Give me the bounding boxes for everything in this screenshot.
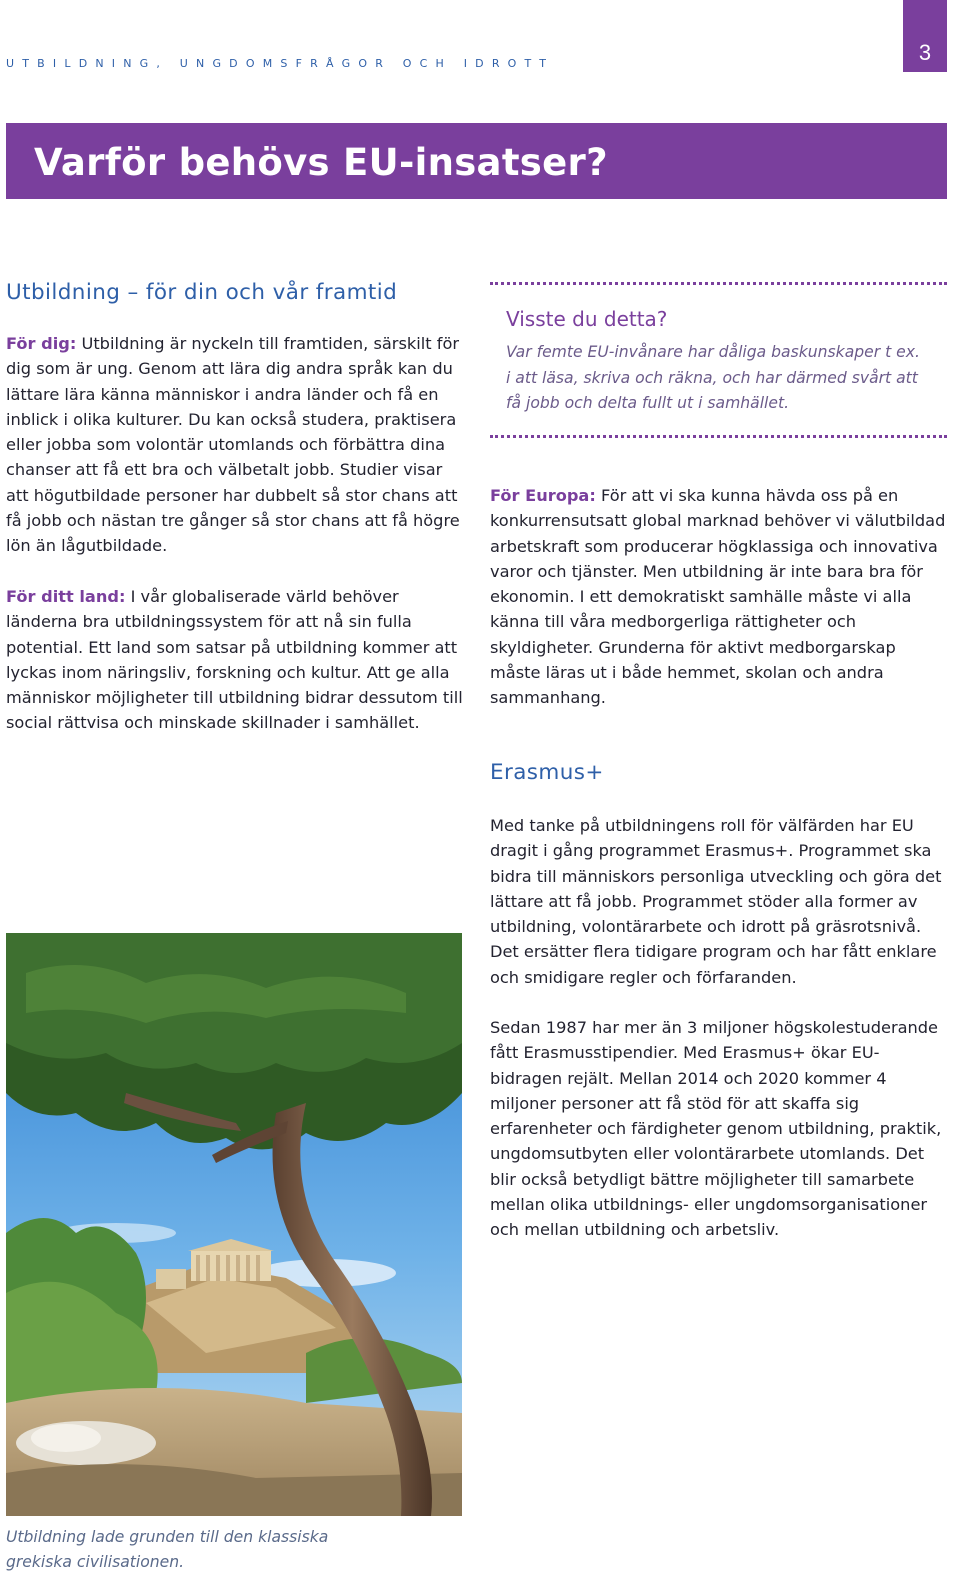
title-banner — [6, 123, 947, 199]
paragraph-for-you — [6, 331, 468, 559]
text-for-you: Utbildning är nyckeln till framtiden, särskilt för dig som är ung. Genom att lära dig andra språk kan du lättare lära känna människor i andra länder och få en inblick i olika kulturer. Du kan också studera, praktisera eller jobba som volontär utomlands och förbättra dina chanser att få ett bra och välbetalt jobb. Studier visar att högutbildade personer har dubbelt så stor chans att få jobb och nästan tre gånger så stor chans att få högre lön än lågutbildade. — [6, 334, 460, 556]
section-heading-erasmus: Erasmus+ — [490, 760, 604, 785]
erasmus-text-2: Sedan 1987 har mer än 3 miljoner högskolestuderande fått Erasmusstipendier. Med Erasmus+ ökar EU-bidragen rejält. Mellan 2014 och 2020 kommer 4 miljoner personer att få stöd för att skaffa sig erfarenheter och färdigheter genom utbildning, praktik, ungdomsutbyten eller volontärarbete utomlands. Det blir också betydligt bättre möjligheter till samarbete mellan olika utbildnings- eller ungdomsorganisationer och mellan utbildning och arbetsliv. — [490, 1018, 942, 1240]
erasmus-text-1: Med tanke på utbildningens roll för välfärden har EU dragit i gång programmet Erasmus+. Programmet ska bidra till människors personliga utveckling och göra det lättare att få jobb. Programmet stöder alla former av utbildning, volontärarbete och idrott på gräsrotsnivå. Det ersätter flera tidigare program och har fått enklare och smidigare regler och förfaranden. — [490, 816, 942, 987]
photo-caption: Utbildning lade grunden till den klassiska grekiska civilisationen. — [6, 1528, 329, 1571]
page-title: Varför behövs EU-insatser? — [34, 141, 608, 184]
section-heading-education: Utbildning – för din och vår framtid — [6, 280, 398, 305]
running-head: UTBILDNING, UNGDOMSFRÅGOR OCH IDROTT — [6, 57, 555, 70]
left-column — [6, 280, 468, 305]
paragraph-for-europe — [490, 483, 947, 711]
erasmus-heading-wrap — [490, 760, 947, 785]
fact-box-heading: Visste du detta? — [506, 307, 668, 331]
paragraph-for-your-country — [6, 584, 468, 736]
text-for-europe: För att vi ska kunna hävda oss på en konkurrensutsatt global marknad behöver vi välutbildad arbetskraft som producerar högklassiga och innovativa varor och tjänster. Men utbildning är inte bara bra för ekonomin. I ett demokratiskt samhälle måste vi alla känna till våra medborgerliga rättigheter och skyldigheter. Grunderna för aktivt medborgarskap måste läras ut i både hemmet, skolan och andra sammanhang. — [490, 486, 946, 708]
fact-box-text: Var femte EU-invånare har dåliga baskunskaper t ex. i att läsa, skriva och räkna, och har därmed svårt att få jobb och delta fullt ut i samhället. — [506, 343, 920, 412]
text-for-your-country: I vår globaliserade värld behöver länderna bra utbildningssystem för att nå sin fulla potential. Ett land som satsar på utbildning kommer att lyckas inom näringsliv, forskning och kultur. Att ge alla människor möjligheter till utbildning bidrar dessutom till social rättvisa och minskade skillnader i samhället. — [6, 587, 463, 733]
lead-for-your-country: För ditt land: — [6, 587, 126, 606]
lead-for-you: För dig: — [6, 334, 77, 353]
acropolis-photo — [6, 933, 462, 1516]
erasmus-paragraph-1 — [490, 813, 947, 990]
erasmus-paragraph-2 — [490, 1015, 947, 1243]
lead-for-europe: För Europa: — [490, 486, 596, 505]
page-number: 3 — [903, 0, 947, 72]
fact-box — [490, 282, 947, 438]
